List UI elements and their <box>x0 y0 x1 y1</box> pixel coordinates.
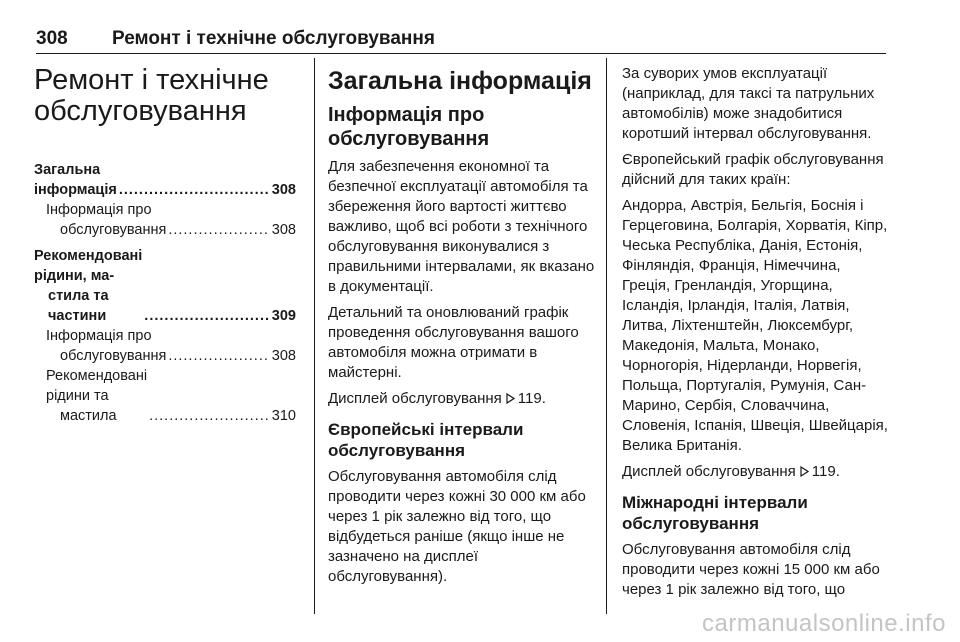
toc-leader-dots <box>119 180 270 200</box>
watermark: carmanualsonline.info <box>702 610 946 637</box>
cross-reference-page: 119. <box>811 463 840 480</box>
table-of-contents <box>34 160 296 426</box>
paragraph: Обслуговування автомобіля слід проводити через кожні 30 000 км або через 1 рік залежно від того, що відбудеться раніше (якщо інше не зазначено на дисплеї обслуговування). <box>328 468 586 585</box>
toc-entry[interactable] <box>34 246 296 326</box>
column-left <box>34 58 296 426</box>
paragraph: Обслуговування автомобіля слід проводити через кожні 15 000 км або через 1 рік залежно від того, що <box>622 541 880 598</box>
page-number: 308 <box>36 28 68 49</box>
toc-leader-dots <box>168 346 269 366</box>
paragraph: Для забезпечення економної та безпечної експлуатації автомобіля та збереження його вартості життєво важливо, щоб всі роботи з технічного обслуговування виконувалися з правильними інтервалами, як вказано в документації. <box>328 158 595 295</box>
cross-reference[interactable] <box>622 462 890 482</box>
cross-reference-page: 119. <box>517 390 546 407</box>
toc-entry-line: обслуговування <box>60 222 167 238</box>
column-divider <box>314 58 315 614</box>
toc-entry-line: Рекомендовані рідини, ма- <box>34 248 143 284</box>
toc-page-number: 310 <box>271 408 296 424</box>
triangle-pointer-icon <box>506 393 515 404</box>
section-title: Загальна інформація <box>328 67 592 95</box>
toc-entry-line: мастила <box>60 408 117 424</box>
country-list: Андорра, Австрія, Бельгія, Боснія і Герцеговина, Болгарія, Хорватія, Кіпр, Чеська Республіка, Данія, Естонія, Фінляндія, Франція, Німеччина, Греція, Гренландія, Угорщина, Ісландія, Ірландія, Італія, Латвія, Литва, Ліхтенштейн, Люксембург, Македонія, Мальта, Монако, Чорногорія, Нідерланди, Норвегія, Польща, Португалія, Румунія, Сан-Марино, Сербія, Словаччина, Словенія, Іспанія, Швеція, Швейцарія, Велика Британія. <box>622 197 888 454</box>
toc-entry[interactable] <box>34 200 296 240</box>
paragraph: Європейський графік обслуговування дійсний для таких країн: <box>622 151 884 188</box>
toc-entry-line: Рекомендовані рідини та <box>46 368 148 404</box>
subsection-title: Інформація про обслуговування <box>328 104 490 150</box>
subsection-title: Міжнародні інтервали обслуговування <box>622 493 808 533</box>
toc-entry-line: обслуговування <box>60 348 167 364</box>
toc-leader-dots <box>168 220 269 240</box>
triangle-pointer-icon <box>800 466 809 477</box>
paragraph: Детальний та оновлюваний графік проведення обслуговування вашого автомобіля можна отримати в майстерні. <box>328 304 579 381</box>
toc-entry[interactable] <box>34 326 296 366</box>
column-divider <box>606 58 607 614</box>
toc-entry[interactable] <box>34 160 296 200</box>
chapter-title <box>34 65 296 127</box>
toc-leader-dots <box>149 406 270 426</box>
toc-page-number: 309 <box>271 308 296 324</box>
toc-page-number: 308 <box>271 348 296 364</box>
cross-reference-text: Дисплей обслуговування <box>328 390 502 407</box>
column-middle <box>328 58 596 587</box>
toc-entry-line: Загальна інформація <box>34 162 117 198</box>
toc-entry-label <box>46 326 166 366</box>
toc-entry-label <box>34 160 117 200</box>
toc-entry-line: Інформація про <box>46 202 152 218</box>
chapter-title-line1: Ремонт і технічне <box>34 64 269 96</box>
paragraph: За суворих умов експлуатації (наприклад, для таксі та патрульних автомобілів) може знадобитися коротший інтервал обслуговування. <box>622 65 875 142</box>
toc-entry-label <box>46 200 166 240</box>
column-right <box>622 58 890 600</box>
running-title: Ремонт і технічне обслуговування <box>112 28 435 49</box>
toc-entry-line: стила та частини <box>48 288 109 324</box>
cross-reference-text: Дисплей обслуговування <box>622 463 796 480</box>
chapter-title-line2: обслуговування <box>34 95 247 127</box>
page-header <box>36 28 886 54</box>
toc-entry[interactable] <box>34 366 296 426</box>
toc-entry-line: Інформація про <box>46 328 152 344</box>
toc-entry-label <box>34 246 142 326</box>
toc-page-number: 308 <box>271 182 296 198</box>
toc-page-number: 308 <box>271 222 296 238</box>
subsection-title: Європейські інтервали обслуговування <box>328 420 524 460</box>
toc-entry-label <box>46 366 147 426</box>
toc-leader-dots <box>144 306 270 326</box>
cross-reference[interactable] <box>328 389 596 409</box>
